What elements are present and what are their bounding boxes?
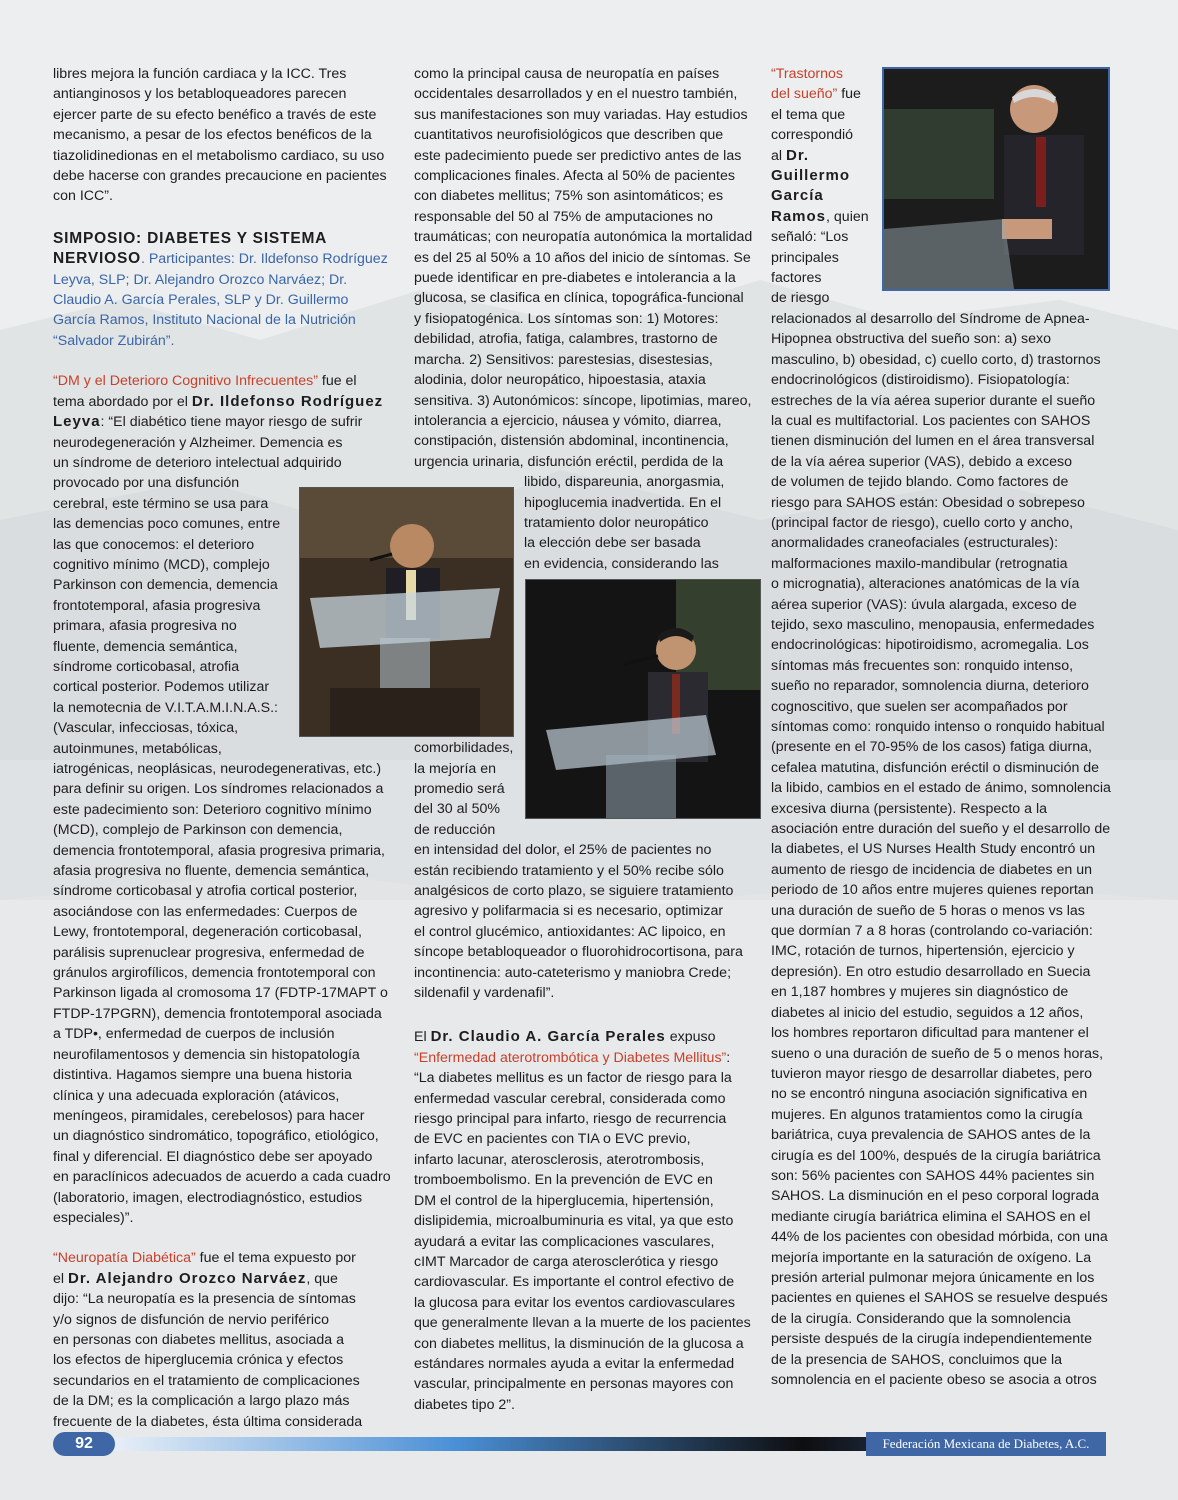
topic1-after: fue el: [317, 373, 357, 390]
col1-line: para definir su origen. Los síndromes relacionados a: [53, 781, 384, 798]
col2-line: comorbilidades,: [414, 740, 514, 757]
page-number: 92: [53, 1432, 115, 1456]
col2-line: urgencia urinaria, disfunción eréctil, perdida de la: [414, 453, 724, 470]
col3-line: la diabetes, el US Nurses Health Study encontró un: [771, 841, 1096, 858]
col3-line: Hipopnea obstructiva del sueño son: a) sexo: [771, 331, 1051, 348]
col2-line: diabetes tipo 2”.: [414, 1396, 515, 1413]
topic2-speaker: Dr. Alejandro Orozco Narváez: [67, 1269, 307, 1287]
topic3-pre: El: [414, 1029, 431, 1046]
col2-line: hipoglucemia inadvertida. En el: [524, 494, 722, 511]
col1-line: debe hacerse con grandes precaucione en pacientes: [53, 168, 387, 185]
col1-line: a TDP•, enfermedad de cuerpos de inclusión: [53, 1026, 335, 1043]
topic3-title: “Enfermedad aterotrombótica y Diabetes Mellitus”: [414, 1049, 727, 1066]
col1-line: síndrome corticobasal y atrofia cortical posterior,: [53, 883, 358, 900]
col2-line: sus manifestaciones son muy variadas. Hay estudios: [414, 106, 748, 123]
col2-line: enfermedad vascular cerebral, considerada como: [414, 1090, 726, 1107]
participants-line: “Salvador Zubirán”.: [53, 332, 175, 349]
topic1-by: tema abordado por el: [53, 393, 192, 410]
col1-line: autoinmunes, metabólicas,: [53, 740, 222, 757]
topic4-speaker-c: García: [771, 187, 824, 205]
col3-line: tuvieron mayor riesgo de desarrollar diabetes, pero: [771, 1065, 1092, 1082]
col2-line: ayudará a evitar las complicaciones vasculares,: [414, 1233, 715, 1250]
col1-line: especiales)”.: [53, 1209, 134, 1226]
col1-line: en paraclínicos adecuados de acuerdo a cada cuadro: [53, 1169, 391, 1186]
col3-al: al: [771, 147, 786, 164]
col1-line: en personas con diabetes mellitus, asociada a: [53, 1331, 345, 1348]
topic2-line-2: [53, 1269, 393, 1289]
col1-line: gránulos argirofílicos, demencia frontotemporal con: [53, 965, 376, 982]
col1-line: frecuente de la diabetes, ésta última considerada: [53, 1413, 363, 1430]
col1-line: la nemotecnia de V.I.T.A.M.I.N.A.S.:: [53, 699, 279, 716]
col1-line: provocado por una disfunción: [53, 475, 240, 492]
topic1-line-3: [53, 412, 393, 432]
topic2-after: fue el tema expuesto por: [195, 1250, 356, 1267]
publisher-label: Federación Mexicana de Diabetes, A.C.: [866, 1432, 1106, 1456]
col1-line: tiazolidinedionas en el metabolismo cardiaco, su uso: [53, 147, 385, 164]
col2-line: incontinencia: auto-cateterismo y maniobra Crede;: [414, 964, 732, 981]
col2-line: que generalmente llevan a la muerte de los pacientes: [414, 1315, 751, 1332]
col2-line: la glucosa para evitar los eventos cardiovasculares: [414, 1294, 735, 1311]
col3-line: presión arterial pulmonar mejora únicamente en los: [771, 1269, 1095, 1286]
col2-line: y fisiopatogénica. Los síntomas son: 1) Motores:: [414, 310, 719, 327]
col2-line: debilidad, atrofia, fatiga, calambres, trastorno de: [414, 331, 718, 348]
col2-line: sildenafil y vardenafil”.: [414, 985, 555, 1002]
col2-line: en evidencia, considerando las: [524, 555, 719, 572]
col1-line: las demencias poco comunes, entre: [53, 516, 281, 533]
photo-speaker-rodriguez-leyva: [299, 487, 514, 737]
col2-line: promedio será: [414, 780, 505, 797]
symposium-title-2: NERVIOSO: [53, 250, 141, 268]
participants-intro: . Participantes: Dr. Ildefonso Rodríguez: [140, 251, 388, 268]
col3-line: sueño no reparador, somnolencia diurna, deterioro: [771, 678, 1089, 695]
col1-line: demencia frontotemporal, afasia progresiva primaria,: [53, 842, 385, 859]
col3-line: estreches de la vía aérea superior durante el sueño: [771, 392, 1096, 409]
col3-line: mediante cirugía bariátrica elimina el SAHOS en el: [771, 1208, 1091, 1225]
col3-line: no se encontró ninguna asociación significativa en: [771, 1086, 1088, 1103]
topic1-line: [53, 371, 393, 391]
col2-line: marcha. 2) Sensitivos: parestesias, disestesias,: [414, 351, 713, 368]
col2-line: constipación, distensión abdominal, incontinencia,: [414, 433, 729, 450]
col1-line: distintiva. Hagamos siempre una buena historia: [53, 1067, 352, 1084]
col1-line: final y diferencial. El diagnóstico debe ser apoyado: [53, 1148, 373, 1165]
topic2-by: el: [53, 1270, 68, 1287]
symposium-title-1: SIMPOSIO: DIABETES Y SISTEMA: [53, 229, 328, 247]
col1-line: Parkinson ligada al cromosoma 17 (FDTP-17MAPT o: [53, 985, 388, 1002]
col3-line: correspondió: [771, 127, 854, 144]
col2-line: es del 25 al 50% a 10 años del inicio de síntomas. Se: [414, 249, 751, 266]
col2-line: con diabetes mellitus; 75% son asintomáticos; es: [414, 188, 724, 205]
col3-line: diabetes al inicio del estudio, seguidos a 12 años,: [771, 1004, 1084, 1021]
col2-line: sensitiva. 3) Autonómicos: síncope, lipotimias, mareo,: [414, 392, 752, 409]
col3-line: tienen disminución del lumen en el área transversal: [771, 433, 1095, 450]
col3-line: señaló: “Los: [771, 229, 849, 246]
col1-line: con ICC”.: [53, 188, 113, 205]
topic3-speaker: Dr. Claudio A. García Perales: [430, 1028, 666, 1046]
topic4-title-b: del sueño”: [771, 86, 838, 103]
col2-line: intolerancia a ejercicio, náusea y vómito, diarrea,: [414, 412, 722, 429]
col3-line: bariátrica, cuya prevalencia de SAHOS antes de la: [771, 1127, 1091, 1144]
col1-line: (MCD), complejo de Parkinson con demencia,: [53, 822, 343, 839]
col3-line: aérea superior (VAS): úvula alargada, exceso de: [771, 596, 1077, 613]
col1-line: clínica y una adecuada exploración (atávicos,: [53, 1087, 340, 1104]
col3-line: tejido, sexo masculino, menopausia, enfermedades: [771, 616, 1095, 633]
col3-line: cirugía es del 100%, después de la cirugía bariátrica: [771, 1147, 1101, 1164]
col2-line: tratamiento dolor neuropático: [524, 514, 709, 531]
col1-line: ejercer parte de su efecto benéfico a través de este: [53, 106, 377, 123]
col3-line: una duración de sueño de 5 horas o menos vs las: [771, 902, 1085, 919]
col2-line: alodinia, dolor neuropático, hipoestasia, ataxia: [414, 372, 706, 389]
col2-line: traumáticas; con neuropatía autonómica la mortalidad: [414, 229, 753, 246]
col2-line: “La diabetes mellitus es un factor de riesgo para la: [414, 1070, 732, 1087]
col3-line: cognoscitivo, que suelen ser acompañados por: [771, 698, 1068, 715]
col1-line: FTDP-17PGRN), demencia frontotemporal asociada: [53, 1005, 382, 1022]
topic4-speaker-b: Guillermo: [771, 167, 851, 185]
col2-line: riesgo principal para infarto, riesgo de recurrencia: [414, 1111, 727, 1128]
col2-line: complicaciones finales. Afecta al 50% de pacientes: [414, 168, 735, 185]
topic4-after: fue: [837, 86, 861, 103]
col2-line: analgésicos de corto plazo, se siguiere tratamiento: [414, 883, 734, 899]
col3-line: (principal factor de riesgo), cuello corto y ancho,: [771, 514, 1074, 531]
col1-line: secundarios en el tratamiento de complicaciones: [53, 1372, 360, 1389]
topic1-speaker-b: Leyva: [53, 413, 101, 431]
col3-line: (presente en el 70-95% de los casos) fatiga diurna,: [771, 739, 1092, 756]
col1-line: iatrogénicas, neoplásicas, neurodegenerativas, etc.): [53, 761, 382, 777]
col1-line: asociándose con las enfermedades: Cuerpos de: [53, 903, 358, 920]
col2-line: la mejoría en: [414, 760, 497, 777]
col1-line: síndrome corticobasal, atrofia: [53, 658, 240, 675]
col3-line: asociación entre duración del sueño y el desarrollo de: [771, 821, 1111, 838]
col1-line: un síndrome de deterioro intelectual adquirido: [53, 454, 342, 471]
col3-line: la libido, cambios en el estado de ánimo, somnolencia: [771, 780, 1111, 797]
col3-line: de volumen de tejido blando. Como factores de: [771, 474, 1069, 491]
col1-line: neurofilamentosos y demencia sin histopatología: [53, 1046, 360, 1063]
col2-line: agresivo y polifarmacia si es necesario, optimizar: [414, 903, 724, 920]
col3-line: o micrognatia), alteraciones anatómicas de la vía: [771, 576, 1080, 593]
col2-line: están recibiendo tratamiento y el 50% recibe sólo: [414, 862, 724, 879]
col1-line: (laboratorio, imagen, electrodiagnóstico, estudios: [53, 1189, 363, 1206]
col1-line: meníngeos, piramidales, cerebelosos) para hacer: [53, 1107, 365, 1124]
topic2-after2: , que: [306, 1270, 338, 1287]
column-1: [53, 64, 393, 1432]
col3-line: somnolencia en el paciente obeso se asocia a otros: [771, 1372, 1097, 1388]
col3-line: la cual es multifactorial. Los pacientes con SAHOS: [771, 412, 1091, 429]
participants-line: Leyva, SLP; Dr. Alejandro Orozco Narváez; Dr.: [53, 271, 348, 288]
col1-line: (Vascular, infecciosas, tóxica,: [53, 720, 239, 737]
topic3-line: [414, 1027, 754, 1047]
col1-line: frontotemporal, afasia progresiva: [53, 597, 261, 614]
col3-line: IMC, rotación de turnos, hipertensión, ejercicio y: [771, 943, 1075, 960]
col1-line: Lewy, frontotemporal, degeneración corticobasal,: [53, 924, 362, 941]
topic3-colon: :: [726, 1049, 731, 1066]
topic4-title-a: “Trastornos: [771, 66, 844, 82]
col1-line: cognitivo mínimo (MCD), complejo: [53, 556, 270, 573]
col3-line: sueno o una duración de sueño de 5 o menos horas,: [771, 1045, 1104, 1062]
col1-line: dijo: “La neuropatía es la presencia de síntomas: [53, 1291, 356, 1308]
col3-line: de la vía aérea superior (VAS), debido a exceso: [771, 453, 1072, 470]
col3-line: de riesgo: [771, 290, 830, 307]
col1-line: libres mejora la función cardiaca y la ICC. Tres: [53, 66, 347, 82]
col1-line: antianginosos y los betabloqueadores parecen: [53, 86, 347, 103]
participants-line: García Ramos, Instituto Nacional de la Nutrición: [53, 312, 356, 329]
col3-line: masculino, b) obesidad, c) cuello corto, d) trastornos: [771, 351, 1101, 368]
col2-line: puede identificar en pre-diabetes e intolerancia a la: [414, 270, 736, 287]
col3-line: endocrinológicos (distiroidismo). Fisiopatología:: [771, 372, 1070, 389]
symposium-heading: [53, 229, 393, 249]
col1-line: cerebral, este término se usa para: [53, 495, 269, 512]
col3-line: síntomas más frecuentes son: ronquido intenso,: [771, 657, 1074, 674]
col1-line: los efectos de hiperglucemia crónica y efectos: [53, 1352, 344, 1369]
col2-line: occidentales desarrollados y en el nuestro también,: [414, 86, 738, 103]
col3-line: que dormían 7 a 8 horas (controlando co-variación:: [771, 923, 1093, 940]
col2-line: vascular, principalmente en personas mayores con: [414, 1376, 734, 1393]
col2-line: estándares normales ayuda a evitar la enfermedad: [414, 1355, 735, 1372]
topic3-after: expuso: [665, 1029, 716, 1046]
col3-line: endocrinológicas: hipotiroidismo, acromegalia. Los: [771, 637, 1089, 654]
col3-line: relacionados al desarrollo del Síndrome de Apnea-: [771, 310, 1090, 327]
col2-line: cIMT Marcador de carga aterosclerótica y riesgo: [414, 1253, 719, 1270]
photo-speaker-garcia-ramos: [882, 67, 1110, 291]
col2-line: infarto lacunar, aterosclerosis, aterotrombosis,: [414, 1151, 705, 1168]
symposium-heading-2: [53, 249, 393, 269]
col1-line: este padecimiento son: Deterioro cognitivo mínimo: [53, 801, 372, 818]
col3-line: anormalidades craneofaciales (estructurales):: [771, 535, 1059, 552]
photo-speaker-orozco-narvaez: [525, 579, 761, 819]
col1-line: afasia progresiva no fluente, demencia semántica,: [53, 863, 370, 880]
topic1-quote-start: : “El diabético tiene mayor riesgo de sufrir: [100, 414, 363, 431]
topic1-speaker: Dr. Ildefonso Rodríguez: [191, 392, 384, 410]
col3-line: cefalea matutina, disfunción eréctil o disminución de: [771, 759, 1100, 776]
col3-line: aumento de riesgo de incidencia de diabetes en un: [771, 861, 1093, 878]
col3-line: principales: [771, 249, 839, 266]
col2-line: del 30 al 50%: [414, 801, 500, 818]
col2-line: cuantitativos neurofisiológicos que describen que: [414, 127, 724, 144]
topic4-speaker-a: Dr.: [785, 146, 809, 164]
topic4-speaker-after: , quien: [826, 208, 869, 225]
col2-line: glucosa, se clasifica en clínica, topográfica-funcional: [414, 290, 744, 307]
col1-line: un diagnóstico sindromático, topográfico, etiológico,: [53, 1128, 379, 1145]
col2-line: responsable del 50 al 75% de amputaciones no: [414, 208, 713, 225]
col1-line: neurodegeneración y Alzheimer. Demencia es: [53, 434, 343, 451]
col1-line: de la DM; es la complicación a largo plazo más: [53, 1393, 350, 1410]
col1-line: fluente, demencia semántica,: [53, 638, 238, 655]
col3-line: factores: [771, 270, 822, 287]
col3-line: pacientes en quienes el SAHOS se resuelve después: [771, 1290, 1108, 1307]
col3-line: periodo de 10 años entre mujeres quienes reportan: [771, 882, 1094, 899]
col3-line: mujeres. En algunos tratamientos como la cirugía: [771, 1106, 1083, 1123]
col2-line: dislipidemia, microalbuminuria es vital, ya que esto: [414, 1213, 734, 1230]
col2-line: cardiovascular. Es importante el control efectivo de: [414, 1274, 735, 1291]
col3-line: excesiva diurna (persistente). Respecto a la: [771, 800, 1048, 817]
col3-line: malformaciones maxilo-mandibular (retrognatia: [771, 555, 1068, 572]
col2-line: como la principal causa de neuropatía en países: [414, 66, 720, 82]
col1-line: las que conocemos: el deterioro: [53, 536, 255, 553]
col2-line: de reducción: [414, 821, 496, 838]
topic2-title: “Neuropatía Diabética”: [53, 1250, 196, 1267]
col1-line: Parkinson con demencia, demencia: [53, 577, 278, 594]
col2-line: con diabetes mellitus, la disminución de la glucosa a: [414, 1335, 744, 1352]
col2-line: DM el control de la hiperglucemia, hipertensión,: [414, 1192, 714, 1209]
col2-line: libido, dispareunia, anorgasmia,: [524, 474, 725, 491]
col1-line: cortical posterior. Podemos utilizar: [53, 679, 270, 696]
topic1-title: “DM y el Deterioro Cognitivo Infrecuentes”: [53, 373, 318, 390]
col3-line: en 1,187 hombres y mujeres sin diagnóstico de: [771, 984, 1069, 1001]
col2-line: la elección debe ser basada: [524, 535, 701, 552]
col3-line: síntomas como: ronquido intenso o ronquido habitual: [771, 719, 1105, 735]
col3-line: riesgo para SAHOS están: Obesidad o sobrepeso: [771, 494, 1085, 511]
col3-line: de la presencia de SAHOS, concluimos que la: [771, 1351, 1063, 1368]
topic3-line-2: [414, 1048, 754, 1068]
col2-line: tromboembolismo. En la prevención de EVC en: [414, 1172, 713, 1189]
participants-line: Claudio A. García Perales, SLP y Dr. Guillermo: [53, 292, 349, 309]
topic4-speaker-d: Ramos: [771, 207, 827, 225]
col3-line: el tema que: [771, 106, 846, 123]
col3-line: persiste después de la cirugía independientemente: [771, 1331, 1093, 1348]
topic1-line-2: [53, 392, 393, 412]
col1-line: mecanismo, a pesar de los efectos benéficos de la: [53, 127, 372, 144]
col2-line: síncope betabloqueador o fluorohidrocortisona, para: [414, 944, 743, 961]
col1-line: y/o signos de disfunción de nervio periférico: [53, 1311, 330, 1328]
col1-line: primara, afasia progresiva no: [53, 618, 237, 635]
col3-line: son: 56% pacientes con SAHOS 44% pacientes sin: [771, 1167, 1095, 1184]
col1-line: parálisis suprenuclear progresiva, enfermedad de: [53, 944, 365, 961]
topic2-line: [53, 1248, 393, 1268]
col2-line: este padecimiento puede ser predictivo antes de las: [414, 147, 742, 164]
col2-line: en intensidad del dolor, el 25% de pacientes no: [414, 842, 712, 859]
col3-line: 44% de los pacientes con obesidad mórbida, con una: [771, 1229, 1108, 1246]
col3-line: depresión). En otro estudio desarrollado en Suecia: [771, 963, 1091, 980]
col3-line: mejoría importante en la saturación de oxígeno. La: [771, 1249, 1092, 1266]
col2-line: de EVC en pacientes con TIA o EVC previo,: [414, 1131, 691, 1148]
col2-line: el control glucémico, antioxidantes: AC lipoico, en: [414, 923, 726, 940]
col3-line: SAHOS. La disminución en el peso corporal lograda: [771, 1188, 1100, 1205]
col3-line: de la cirugía. Considerando que la somnolencia: [771, 1310, 1071, 1327]
col3-line: los hombres reportaron dificultad para mantener el: [771, 1025, 1089, 1042]
